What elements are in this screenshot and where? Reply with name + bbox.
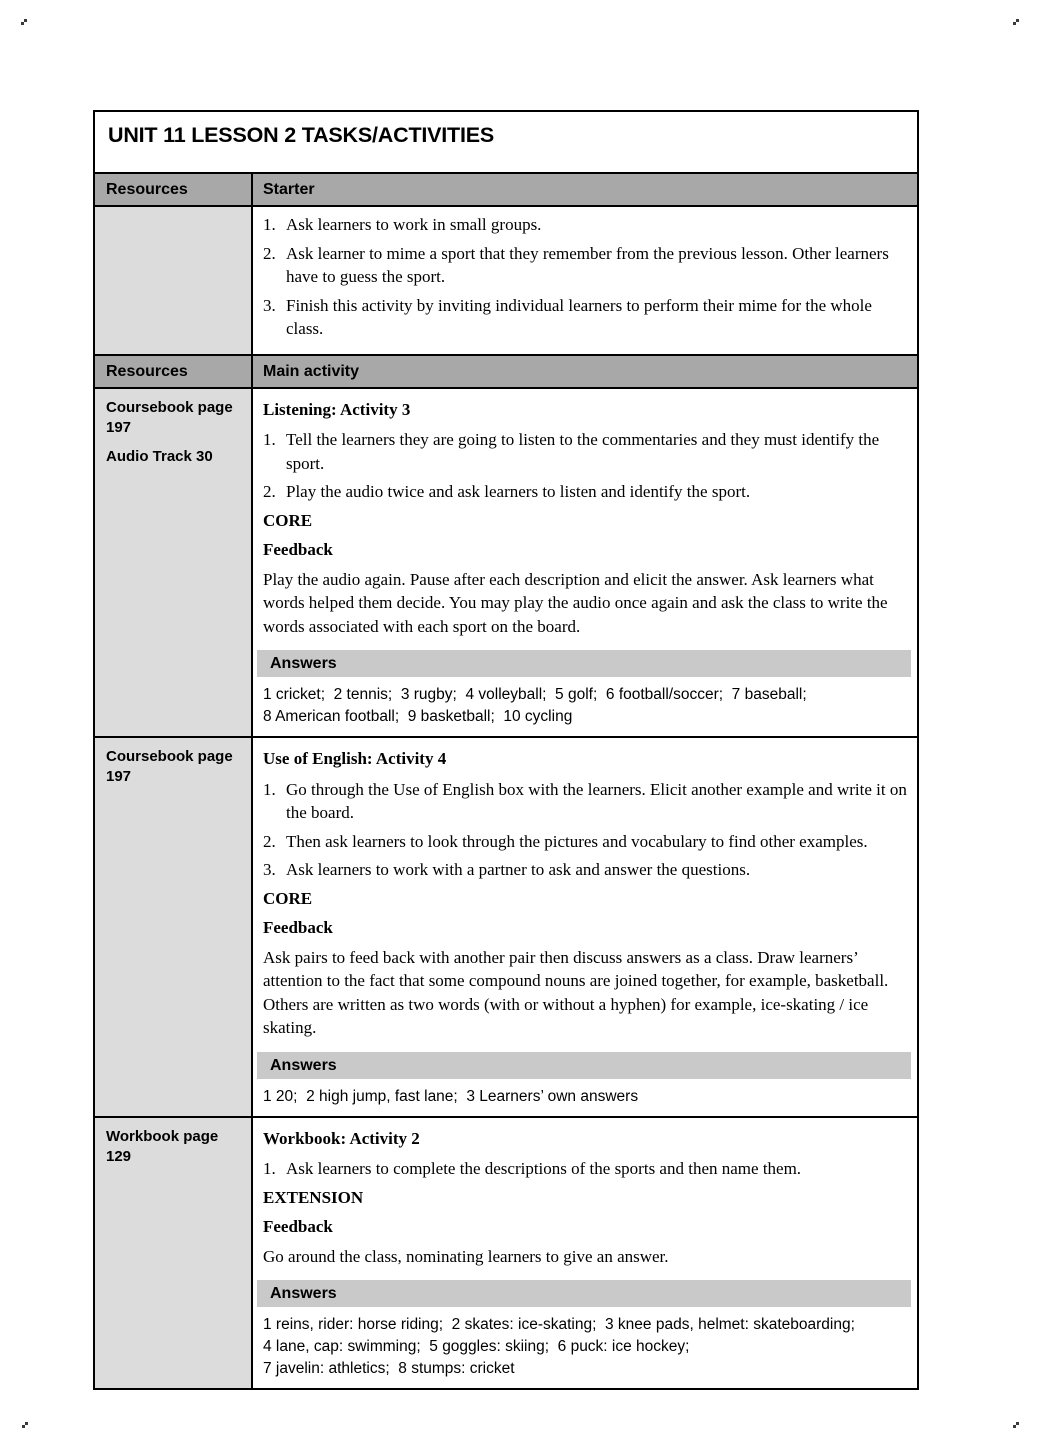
answers-heading-bar: Answers: [257, 1052, 911, 1079]
resource-item: Coursebook page 197: [106, 748, 233, 785]
corner-mark-bottom-left: [22, 1425, 25, 1428]
feedback-text: Ask pairs to feed back with another pair then discuss answers as a class. Draw learners’ attention to the fact that some compound nouns are joined together, for example, basketball. Others are written as two words (with or without a hyphen) for example, ice-skating / ice skating.: [263, 947, 889, 1037]
starter-row: [95, 205, 917, 354]
step-number: 3.: [263, 860, 276, 879]
activity-heading: Listening: Activity 3: [263, 399, 411, 419]
starter-step-3: [263, 294, 907, 341]
feedback-text: Play the audio again. Pause after each description and elicit the answer. Ask learners what words helped them decide. You may play the audio once again and ask the class to write the words associated with each sport on the board.: [263, 569, 888, 636]
activity-step-3: [263, 858, 907, 882]
step-text: Play the audio twice and ask learners to listen and identify the sport.: [286, 482, 751, 501]
answers-line: 4 lane, cap: swimming; 5 goggles: skiing; 6 puck: ice hockey;: [263, 1338, 690, 1355]
answers-line: 8 American football; 9 basketball; 10 cycling: [263, 708, 573, 725]
starter-step-2: [263, 242, 907, 289]
listening-activity-cell: [253, 389, 917, 737]
step-text: Finish this activity by inviting individual learners to perform their mime for the whole class.: [286, 295, 872, 338]
listening-activity-row: [95, 387, 917, 737]
feedback-text: Go around the class, nominating learners to give an answer.: [263, 1246, 669, 1266]
starter-activity-cell: [253, 207, 917, 354]
answers-line: 7 javelin: athletics; 8 stumps: cricket: [263, 1360, 515, 1377]
activity-step-1: [263, 428, 907, 475]
activity-step-2: [263, 480, 907, 504]
resources-column-header: Resources: [95, 174, 253, 205]
use-of-english-resources-cell: [95, 738, 253, 1116]
workbook-activity-cell: [253, 1118, 917, 1389]
activity-step-1: [263, 778, 907, 825]
activity-step-2: [263, 830, 907, 854]
step-text: Go through the Use of English box with the learners. Elicit another example and write it on the board.: [286, 779, 907, 822]
use-of-english-activity-row: [95, 736, 917, 1116]
table-title-row: [95, 112, 917, 172]
starter-header-row: [95, 172, 917, 205]
tier-label: EXTENSION: [263, 1187, 364, 1207]
feedback-heading: Feedback: [263, 918, 333, 937]
starter-resources-cell: [95, 207, 253, 354]
step-number: 1.: [263, 430, 276, 449]
page-title: UNIT 11 LESSON 2 TASKS/ACTIVITIES: [108, 123, 495, 147]
tier-label: CORE: [263, 510, 313, 530]
use-of-english-activity-cell: [253, 738, 917, 1116]
activity-heading: Use of English: Activity 4: [263, 749, 447, 768]
step-text: Then ask learners to look through the pictures and vocabulary to find other examples.: [286, 831, 868, 851]
resource-item: Workbook page 129: [106, 1127, 219, 1165]
answers-heading-bar: Answers: [257, 650, 911, 677]
step-number: 1.: [263, 779, 276, 799]
activity-heading: Workbook: Activity 2: [263, 1128, 420, 1148]
step-number: 2.: [263, 243, 276, 263]
tier-label: CORE: [263, 888, 313, 908]
corner-mark-top-right: [1013, 22, 1016, 25]
step-number: 2.: [263, 831, 276, 851]
starter-column-header: Starter: [253, 174, 917, 205]
answers-line: 1 reins, rider: horse riding; 2 skates: ice-skating; 3 knee pads, helmet: skateboarding;: [263, 1316, 855, 1333]
lesson-activities-table: [93, 110, 919, 1390]
step-number: 1.: [263, 1159, 276, 1178]
main-activity-header-row: [95, 354, 917, 387]
step-text: Ask learners to work in small groups.: [286, 215, 542, 234]
resources-column-header: Resources: [95, 356, 253, 387]
answers-line: 1 cricket; 2 tennis; 3 rugby; 4 volleyball; 5 golf; 6 football/soccer; 7 baseball;: [263, 686, 807, 703]
step-number: 2.: [263, 482, 276, 501]
answers-heading-bar: Answers: [257, 1280, 911, 1307]
listening-resources-cell: [95, 389, 253, 737]
workbook-activity-row: [95, 1116, 917, 1389]
starter-step-1: [263, 213, 907, 237]
step-text: Ask learners to complete the descriptions of the sports and then name them.: [286, 1159, 802, 1178]
resource-item: Coursebook page 197: [106, 398, 233, 436]
answers-line: 1 20; 2 high jump, fast lane; 3 Learners’ own answers: [263, 1087, 639, 1105]
activity-step-1: [263, 1157, 907, 1181]
workbook-resources-cell: [95, 1118, 253, 1389]
step-number: 3.: [263, 295, 276, 315]
main-activity-column-header: Main activity: [253, 356, 917, 387]
step-text: Tell the learners they are going to listen to the commentaries and they must identify the sport.: [286, 430, 880, 473]
step-text: Ask learners to work with a partner to ask and answer the questions.: [286, 860, 751, 879]
resource-item: Audio Track 30: [106, 447, 213, 465]
feedback-heading: Feedback: [263, 1217, 333, 1236]
feedback-heading: Feedback: [263, 540, 333, 559]
step-text: Ask learner to mime a sport that they remember from the previous lesson. Other learners have to guess the sport.: [286, 243, 889, 286]
corner-mark-bottom-right: [1013, 1425, 1016, 1428]
corner-mark-top-left: [21, 22, 24, 25]
step-number: 1.: [263, 215, 276, 234]
